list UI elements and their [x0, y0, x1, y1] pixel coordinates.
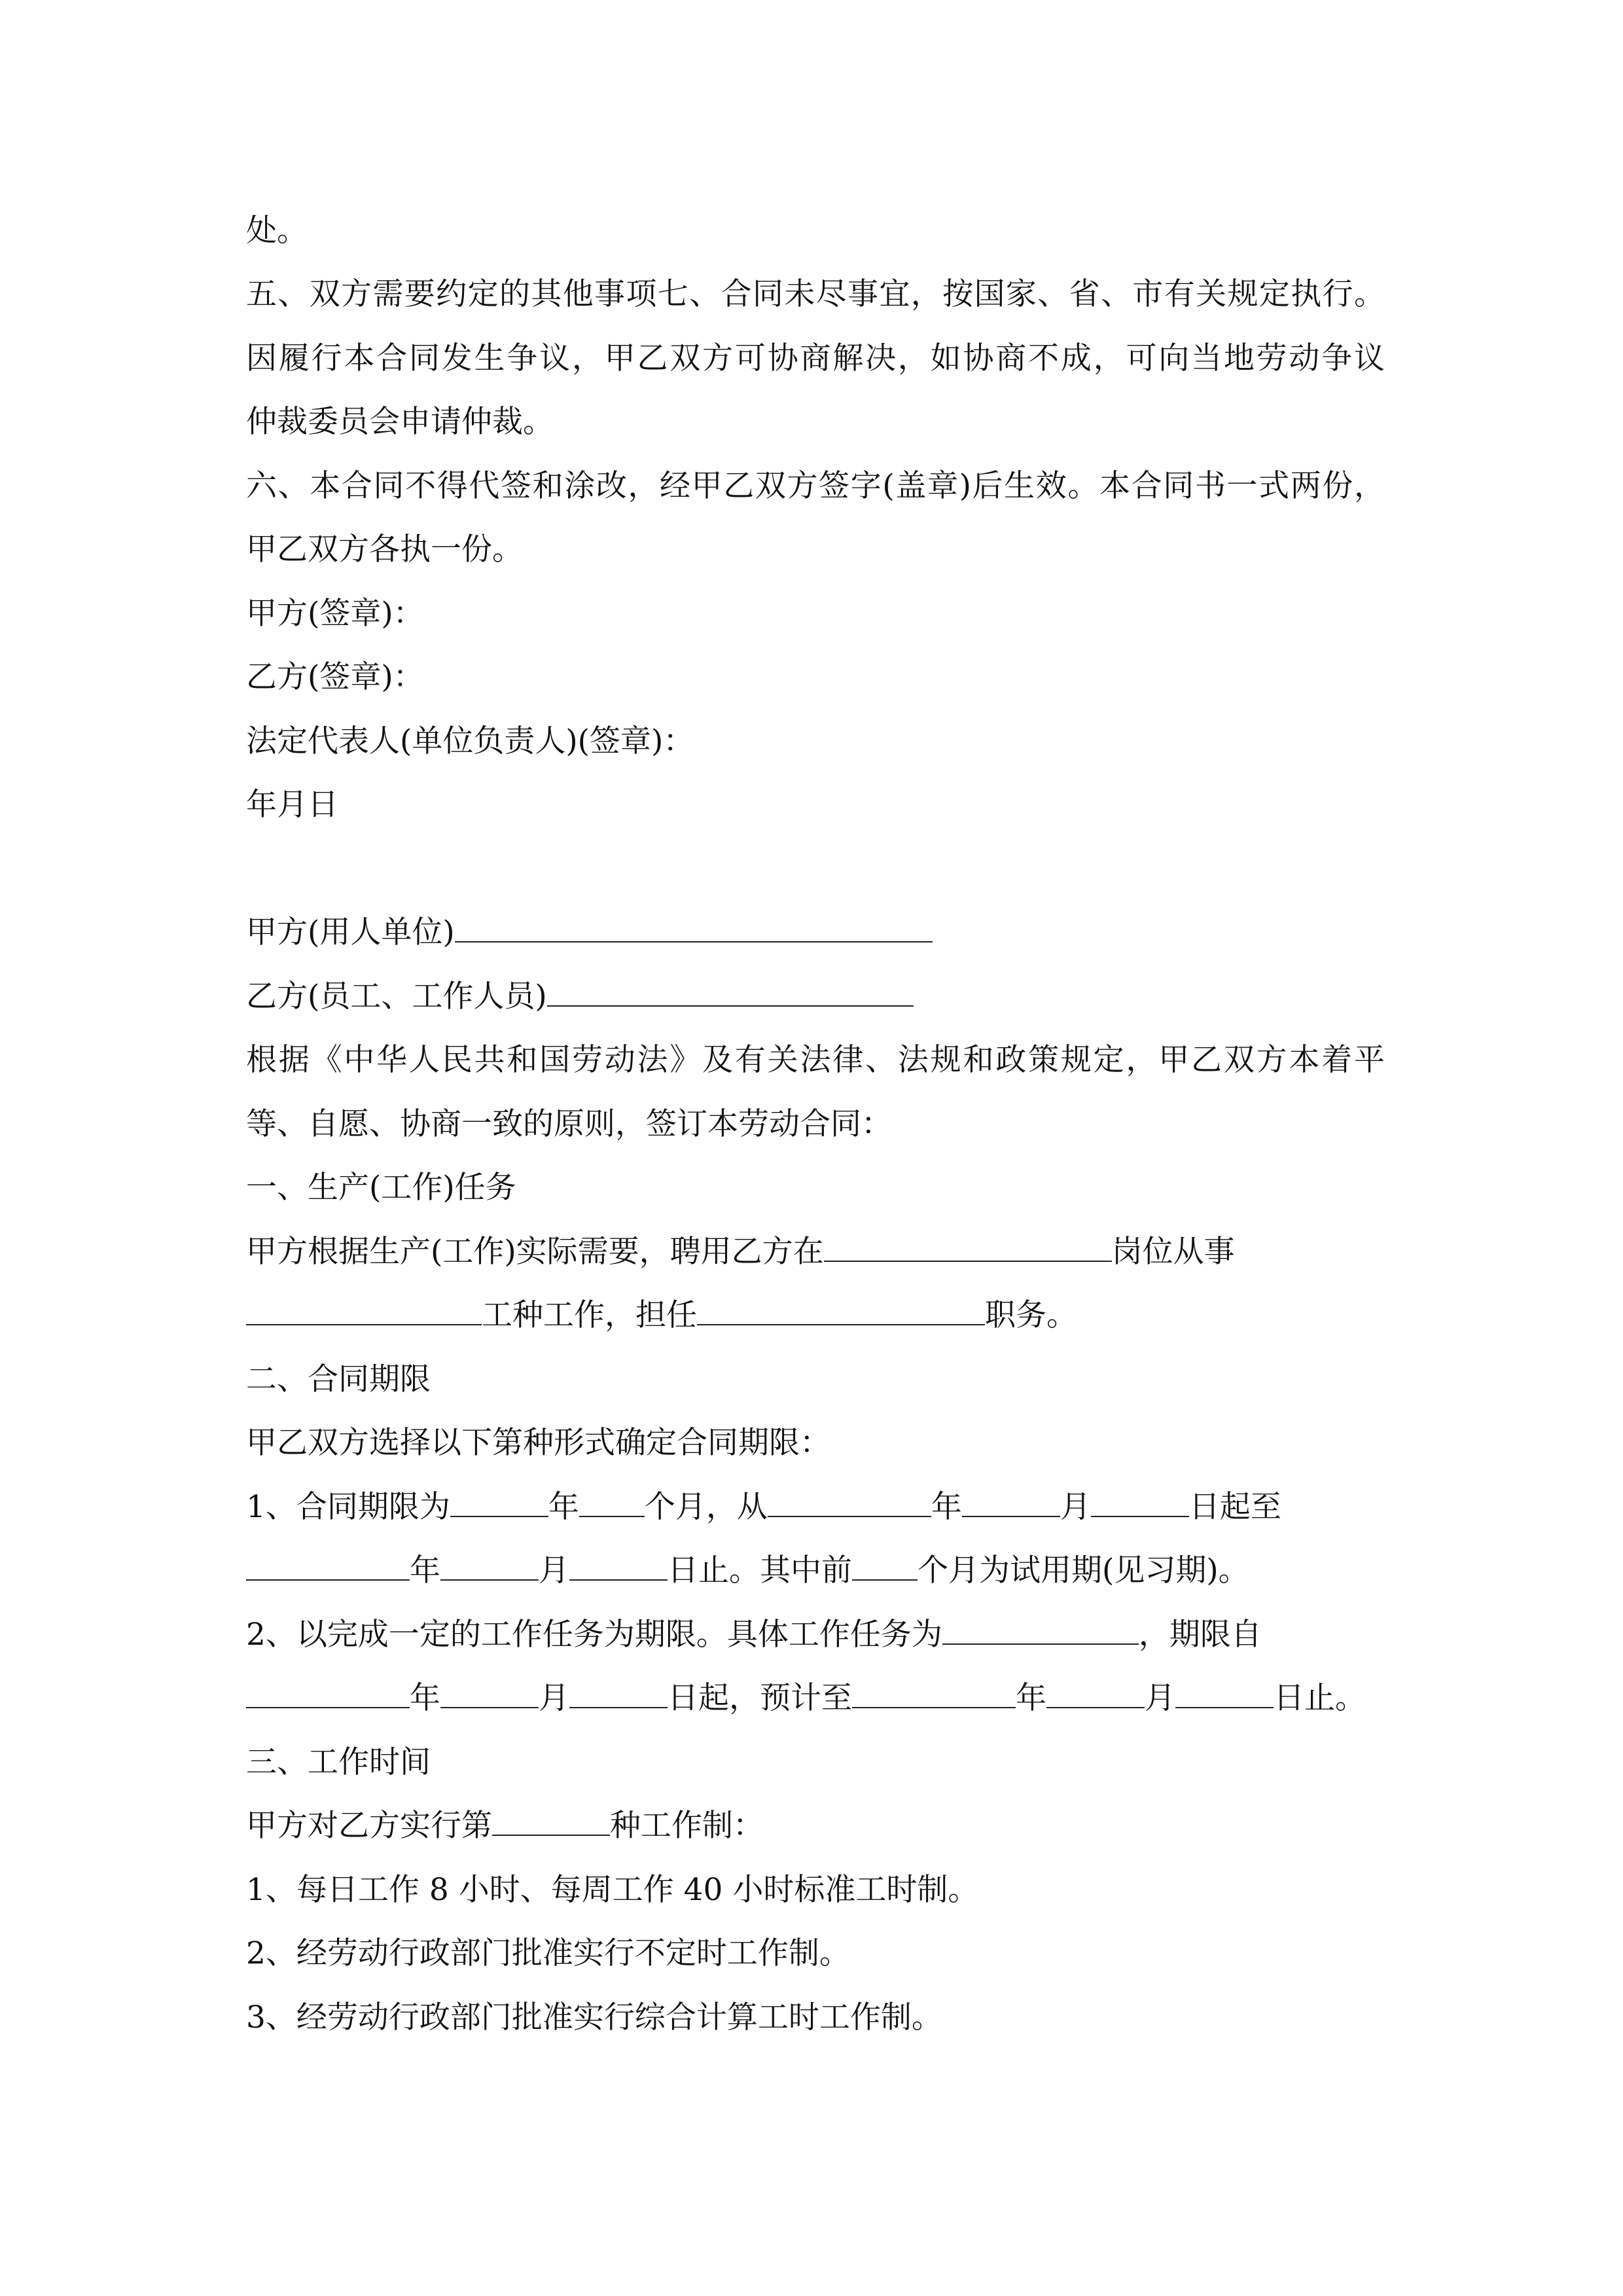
text-fragment: 月 — [539, 1552, 569, 1588]
task-start-day-blank[interactable] — [569, 1681, 668, 1708]
text-fragment: 职务。 — [985, 1297, 1077, 1333]
text-fragment: 甲方根据生产(工作)实际需要，聘用乙方在 — [246, 1234, 824, 1270]
text-fragment: 年 — [1016, 1680, 1046, 1716]
party-a-label: 甲方(用人单位) — [246, 914, 455, 950]
section-2-item-2 — [246, 1615, 1262, 1655]
post-blank[interactable] — [824, 1234, 1112, 1262]
text-fragment: ，期限自 — [1138, 1617, 1262, 1653]
text-fragment: 日起，预计至 — [668, 1680, 852, 1716]
article-5-line-1: 五、双方需要约定的其他事项七、合同未尽事宜，按国家、省、市有关规定执行。 — [246, 276, 1385, 312]
start-year-blank[interactable] — [768, 1490, 931, 1517]
preamble-line-2: 等、自愿、协商一致的原则，签订本劳动合同： — [246, 1106, 892, 1142]
party-b-blank[interactable] — [547, 979, 914, 1007]
preamble-line-1: 根据《中华人民共和国劳动法》及有关法律、法规和政策规定，甲乙双方本着平 — [246, 1042, 1385, 1078]
text-fragment: 个月为试用期(见习期)。 — [918, 1552, 1249, 1588]
text-fragment: 个月，从 — [644, 1489, 768, 1525]
article-5-line-2: 因履行本合同发生争议，甲乙双方可协商解决，如协商不成，可向当地劳动争议 — [246, 340, 1385, 376]
signature-party-b: 乙方(签章)： — [246, 659, 424, 695]
section-2-item-1 — [246, 1488, 1281, 1527]
task-start-month-blank[interactable] — [440, 1681, 539, 1708]
article-6-line-2: 甲乙双方各执一份。 — [246, 531, 523, 567]
section-3-intro — [246, 1806, 764, 1846]
section-3-heading: 三、工作时间 — [246, 1744, 431, 1780]
text-fragment: 日止。其中前 — [668, 1552, 852, 1588]
section-3-item-1: 1、每日工作 8 小时、每周工作 40 小时标准工时制。 — [246, 1872, 979, 1908]
party-a-blank[interactable] — [455, 915, 933, 942]
text-fragment: 岗位从事 — [1111, 1234, 1235, 1270]
signature-legal-rep: 法定代表人(单位负责人)(签章)： — [246, 723, 694, 759]
section-1-heading: 一、生产(工作)任务 — [246, 1170, 516, 1206]
task-blank[interactable] — [942, 1617, 1139, 1645]
text-fragment: 日起至 — [1188, 1489, 1281, 1525]
text-fragment: 月 — [539, 1680, 569, 1716]
section-3-item-3: 3、经劳动行政部门批准实行综合计算工时工作制。 — [246, 2000, 942, 2036]
text-fragment: 月 — [1060, 1489, 1091, 1525]
job-type-blank[interactable] — [246, 1298, 482, 1325]
text-fragment: 年 — [548, 1489, 579, 1525]
article-5-line-3: 仲裁委员会申请仲裁。 — [246, 404, 554, 440]
end-day-blank[interactable] — [569, 1553, 668, 1581]
section-3-item-2: 2、经劳动行政部门批准实行不定时工作制。 — [246, 1935, 850, 1971]
party-a-row — [246, 913, 933, 952]
start-month-blank[interactable] — [962, 1490, 1060, 1517]
position-blank[interactable] — [697, 1298, 985, 1325]
text-fragment: 甲方对乙方实行第 — [246, 1808, 492, 1844]
end-year-blank[interactable] — [246, 1553, 410, 1581]
text-fragment: 种工作制： — [610, 1808, 764, 1844]
end-month-blank[interactable] — [440, 1553, 539, 1581]
section-2-heading: 二、合同期限 — [246, 1361, 431, 1397]
task-end-day-blank[interactable] — [1175, 1681, 1274, 1708]
text-fragment: 2、以完成一定的工作任务为期限。具体工作任务为 — [246, 1617, 942, 1653]
probation-months-blank[interactable] — [852, 1553, 918, 1581]
section-2-intro: 甲乙双方选择以下第种形式确定合同期限： — [246, 1425, 830, 1461]
text-fragment: 年 — [410, 1552, 440, 1588]
signature-date: 年月日 — [246, 787, 338, 823]
task-end-year-blank[interactable] — [852, 1681, 1016, 1708]
section-1-line-1 — [246, 1232, 1235, 1272]
signature-party-a: 甲方(签章)： — [246, 596, 424, 632]
term-months-blank[interactable] — [579, 1490, 645, 1517]
text-fragment: 年 — [931, 1489, 962, 1525]
section-2-item-2-cont — [246, 1679, 1366, 1718]
party-b-row — [246, 977, 914, 1016]
text-fragment: 年 — [410, 1680, 440, 1716]
work-system-blank[interactable] — [492, 1808, 610, 1836]
term-years-blank[interactable] — [450, 1490, 548, 1517]
start-day-blank[interactable] — [1091, 1490, 1189, 1517]
task-end-month-blank[interactable] — [1046, 1681, 1145, 1708]
party-b-label: 乙方(员工、工作人员) — [246, 978, 547, 1014]
text-fragment: 日止。 — [1274, 1680, 1366, 1716]
section-1-line-2 — [246, 1296, 1077, 1335]
text-fragment: 工种工作，担任 — [482, 1297, 697, 1333]
task-start-year-blank[interactable] — [246, 1681, 410, 1708]
text-line: 处。 — [246, 213, 308, 249]
section-2-item-1-cont — [246, 1551, 1249, 1590]
article-6-line-1: 六、本合同不得代签和涂改，经甲乙双方签字(盖章)后生效。本合同书一式两份， — [246, 468, 1385, 504]
text-fragment: 月 — [1145, 1680, 1175, 1716]
text-fragment: 1、合同期限为 — [246, 1489, 450, 1525]
